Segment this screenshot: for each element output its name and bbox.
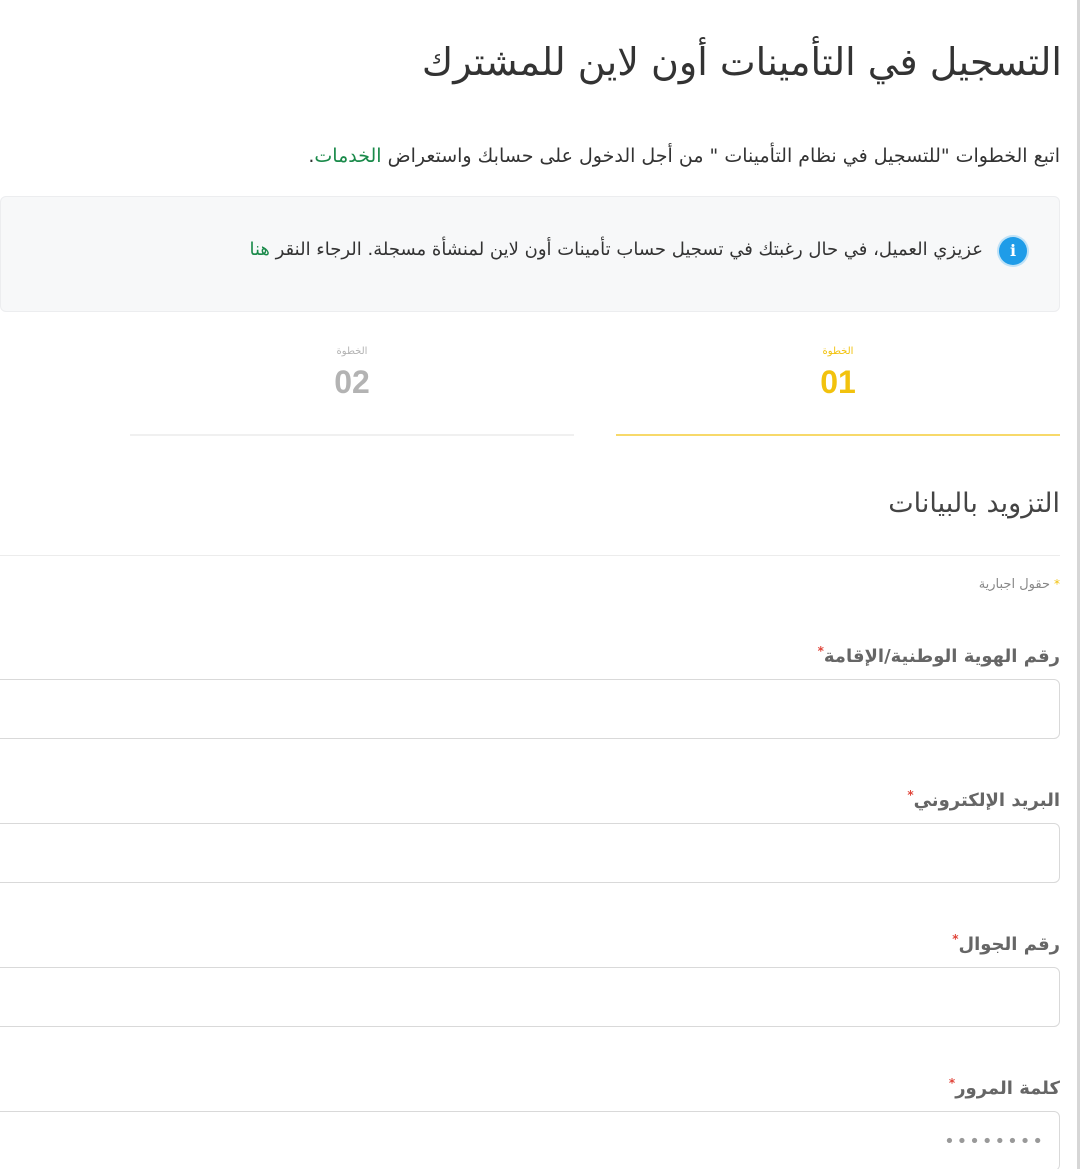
section-title: التزويد بالبيانات bbox=[888, 488, 1060, 519]
page-title: التسجيل في التأمينات أون لاين للمشترك bbox=[421, 40, 1062, 84]
step-2-underline bbox=[130, 434, 574, 436]
email-label-text: البريد الإلكتروني bbox=[913, 790, 1060, 811]
step-2-number: 02 bbox=[334, 364, 370, 400]
required-marker: * bbox=[1054, 577, 1060, 591]
required-marker: * bbox=[948, 1076, 956, 1090]
password-label-text: كلمة المرور bbox=[955, 1078, 1060, 1099]
required-marker: * bbox=[952, 932, 959, 946]
services-link[interactable]: الخدمات bbox=[314, 145, 382, 167]
national-id-input[interactable] bbox=[0, 679, 1060, 739]
step-1-caption: الخطوة bbox=[822, 346, 854, 357]
step-2 bbox=[130, 336, 574, 436]
required-note-text: حقول اجبارية bbox=[978, 577, 1050, 592]
password-input[interactable] bbox=[0, 1111, 1060, 1169]
info-icon: i bbox=[999, 237, 1027, 265]
mobile-input[interactable] bbox=[0, 967, 1060, 1027]
required-marker: * bbox=[907, 788, 914, 802]
email-label bbox=[904, 788, 1060, 811]
national-id-label-text: رقم الهوية الوطنية/الإقامة bbox=[823, 646, 1060, 667]
intro-text bbox=[308, 145, 1060, 167]
required-fields-note bbox=[979, 577, 1060, 592]
step-1-number: 01 bbox=[820, 364, 856, 400]
step-indicator bbox=[0, 336, 1060, 438]
password-label bbox=[946, 1076, 1060, 1099]
intro-text-body: اتبع الخطوات "للتسجيل في نظام التأمينات " من أجل الدخول على حسابك واستعراض bbox=[381, 145, 1060, 167]
intro-text-end: . bbox=[308, 145, 315, 167]
step-1 bbox=[616, 336, 1060, 436]
click-here-link[interactable]: هنا bbox=[249, 239, 270, 260]
national-id-label bbox=[815, 644, 1060, 667]
section-divider bbox=[0, 555, 1060, 556]
info-notice bbox=[0, 196, 1060, 312]
email-input[interactable] bbox=[0, 823, 1060, 883]
required-marker: * bbox=[817, 644, 824, 658]
notice-text bbox=[249, 239, 983, 260]
mobile-label-text: رقم الجوال bbox=[958, 934, 1060, 955]
step-2-caption: الخطوة bbox=[336, 346, 368, 357]
step-1-underline bbox=[616, 434, 1060, 436]
notice-text-body: عزيزي العميل، في حال رغبتك في تسجيل حساب تأمينات أون لاين لمنشأة مسجلة. الرجاء النقر bbox=[269, 239, 983, 260]
mobile-label bbox=[949, 932, 1060, 955]
